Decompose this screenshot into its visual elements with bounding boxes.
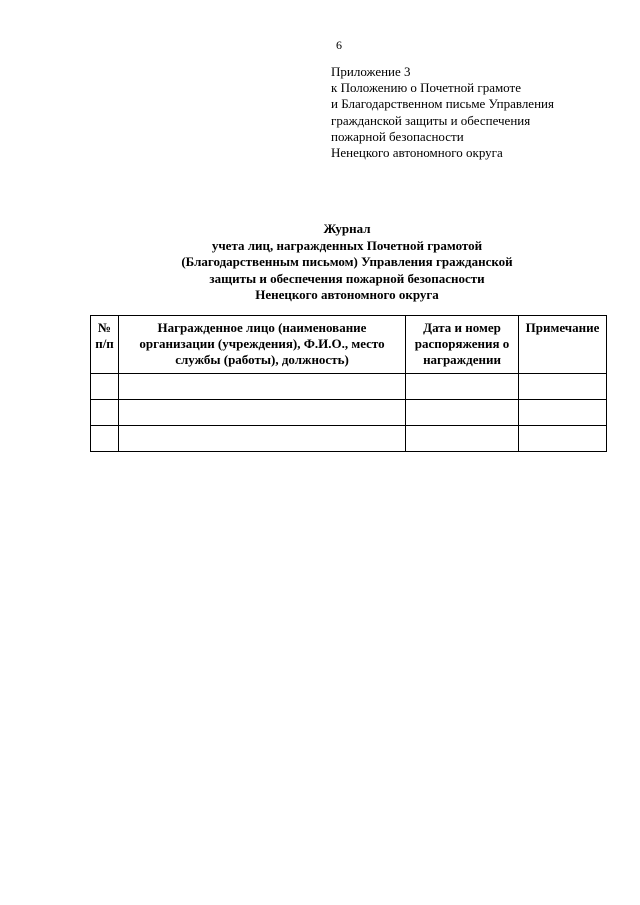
header-line: Примечание [525,320,600,335]
appendix-line: пожарной безопасности [331,128,464,144]
header-line: распоряжения о [414,336,510,351]
header-number [91,316,119,374]
table-row [91,400,607,426]
header-note [519,316,607,374]
table-cell [406,400,519,426]
header-line: Дата и номер [423,320,501,335]
header-line: № [97,320,112,335]
header-line: службы (работы), должность) [175,352,349,367]
table-cell [519,400,607,426]
table-cell [119,374,406,400]
title-line: (Благодарственным письмом) Управления гражданской [181,254,513,270]
appendix-line: Ненецкого автономного округа [331,145,503,161]
appendix-note [331,64,631,161]
title-line: Ненецкого автономного округа [255,287,439,303]
table-cell [119,426,406,452]
table-header-row [91,316,607,374]
header-line: организации (учреждения), Ф.И.О., место [139,336,385,351]
title-line: защиты и обеспечения пожарной безопасности [209,270,485,286]
table-cell [91,426,119,452]
table-cell [91,374,119,400]
title-line: Журнал [323,221,371,236]
table-cell [91,400,119,426]
page-number: 6 [336,38,342,52]
table-row [91,426,607,452]
title-line: учета лиц, награжденных Почетной грамотой [211,237,483,253]
table-cell [406,374,519,400]
appendix-line: гражданской защиты и обеспечения [331,112,531,128]
header-order-date [406,316,519,374]
table-row [91,374,607,400]
header-line: п/п [95,336,114,351]
header-line: награждении [423,352,501,367]
table-cell [519,374,607,400]
appendix-line: Приложение 3 [331,64,411,79]
appendix-line: к Положению о Почетной грамоте [331,80,521,96]
header-line: Награжденное лицо (наименование [157,320,367,335]
table-cell [406,426,519,452]
header-awardee [119,316,406,374]
document-title [90,221,604,304]
table-cell [519,426,607,452]
table-cell [119,400,406,426]
appendix-line: и Благодарственном письме Управления [331,96,554,112]
journal-table [90,315,607,452]
